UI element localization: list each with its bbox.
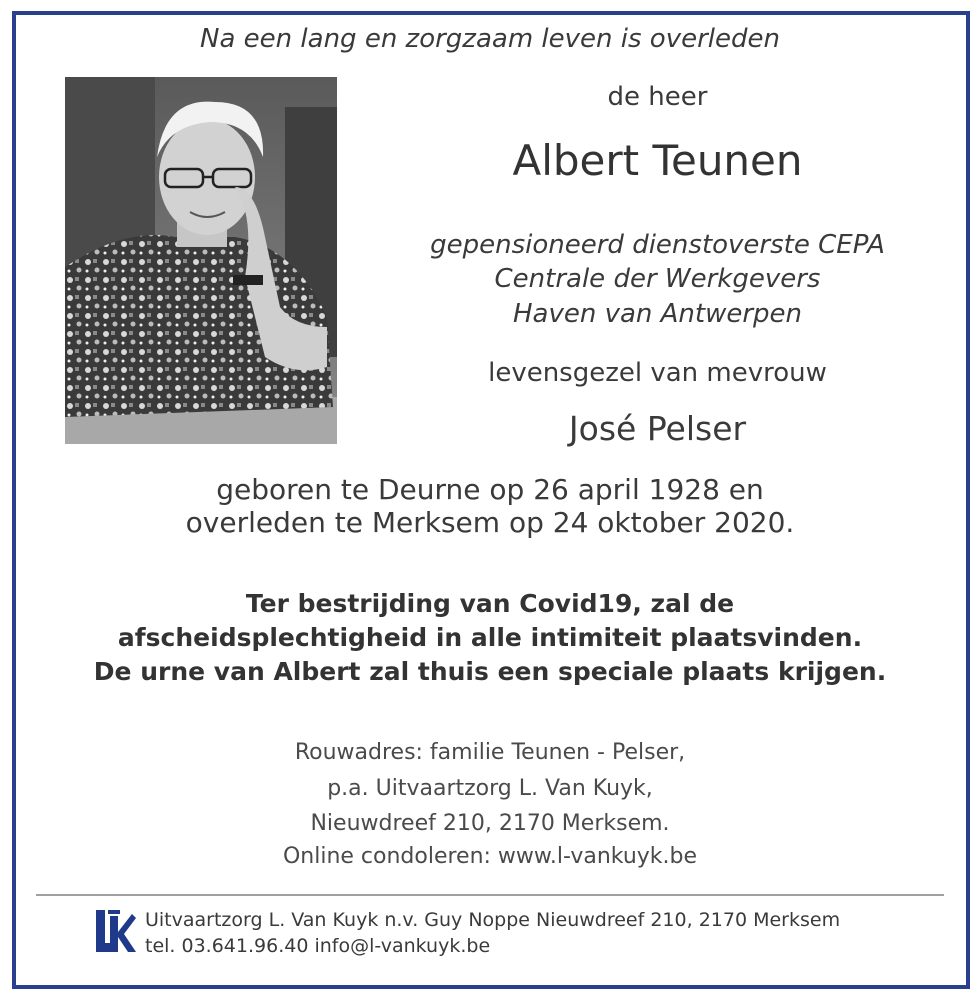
partner-intro: levensgezel van mevrouw	[488, 358, 827, 388]
deceased-name: Albert Teunen	[512, 136, 803, 185]
address-line: Nieuwdreef 210, 2170 Merksem.	[310, 811, 670, 836]
portrait-photo	[65, 77, 337, 444]
role-line: gepensioneerd dienstoverste CEPA	[430, 230, 885, 260]
role-line: Centrale der Werkgevers	[494, 264, 821, 294]
partner-name: José Pelser	[568, 409, 747, 448]
footer-divider	[36, 894, 944, 896]
address-line: Rouwadres: familie Teunen - Pelser,	[294, 740, 686, 765]
death-line: overleden te Merksem op 24 oktober 2020.	[185, 506, 795, 539]
vankuyk-logo-icon	[96, 910, 136, 952]
notice-line: De urne van Albert zal thuis een speciale plaats krijgen.	[93, 657, 887, 686]
notice-line: Ter bestrijding van Covid19, zal de	[245, 589, 735, 618]
footer-contact-line[interactable]: tel. 03.641.96.40 info@l-vankuyk.be	[145, 935, 491, 957]
salutation: de heer	[607, 82, 708, 112]
notice-line: afscheidsplechtigheid in alle intimiteit plaatsvinden.	[117, 623, 863, 652]
intro-text: Na een lang en zorgzaam leven is overleden	[200, 24, 780, 54]
birth-line: geboren te Deurne op 26 april 1928 en	[216, 473, 764, 506]
footer-company-line: Uitvaartzorg L. Van Kuyk n.v. Guy Noppe Nieuwdreef 210, 2170 Merksem	[145, 909, 841, 931]
role-line: Haven van Antwerpen	[512, 299, 803, 329]
condolence-link[interactable]: Online condoleren: www.l-vankuyk.be	[282, 844, 698, 869]
address-line: p.a. Uitvaartzorg L. Van Kuyk,	[327, 776, 653, 801]
